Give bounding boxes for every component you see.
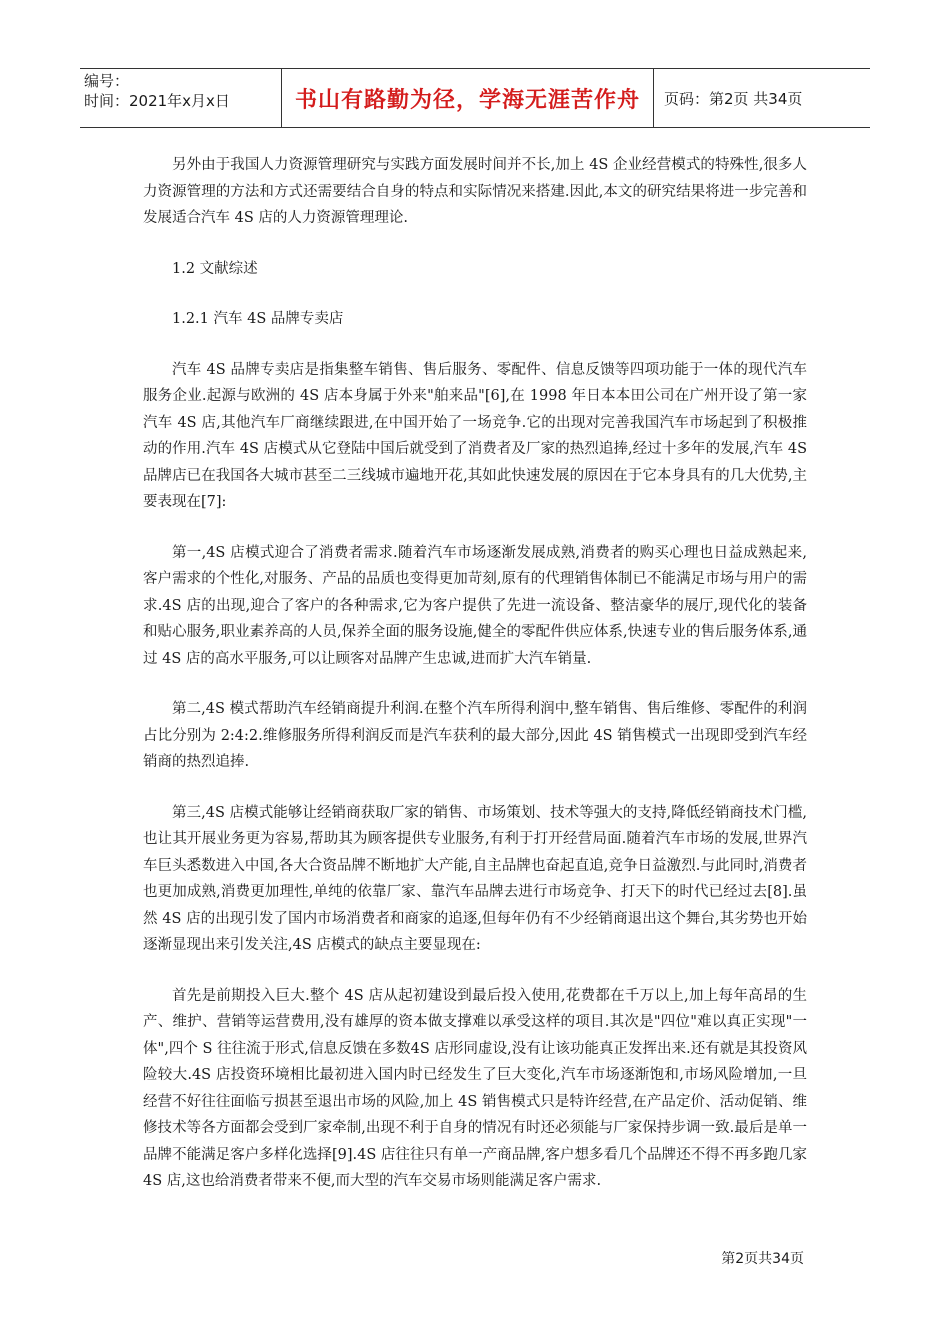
subsection-heading: 1.2.1 汽车 4S 品牌专卖店 (172, 311, 344, 327)
section-heading: 1.2 文献综述 (172, 260, 258, 277)
paragraph-disadvantages: 首先是前期投入巨大.整个 4S 店从起初建设到最后投入使用,花费都在千万以上,加上每年高昂的生产、维护、营销等运营费用,没有雄厚的资本做支撑难以承受这样的项目.其次是"四位"难以真正实现"一体",四个 S 往往流于形式,信息反馈在多数4S 店形同虚设,没有让该功能真正发挥出来.还有就是其投资风险较大.4S 店投资环境相比最初进入国内时已经发生了巨大变化,汽车市场逐渐饱和,市场风险增加,一旦经营不好往往面临亏损甚至退出市场的风险,加上 4S 销售模式只是特许经营,在产品定价、活动促销、维修技术等各方面都会受到厂家牵制,出现不利于自身的情况有时还必须能与厂家保持步调一致.最后是单一品牌不能满足客户多样化选择[9].4S 店往往只有单一产商品牌,客户想多看几个品牌还不得不再多跑几家 4S 店,这也给消费者带来不便,而大型的汽车交易市场则能满足客户需求. (143, 987, 807, 1189)
document-body (143, 152, 807, 1219)
paragraph-advantage-1: 第一,4S 店模式迎合了消费者需求.随着汽车市场逐渐发展成熟,消费者的购买心理也日益成熟起来,客户需求的个性化,对服务、产品的品质也变得更加苛刻,原有的代理销售体制已不能满足市场与用户的需求.4S 店的出现,迎合了客户的各种需求,它为客户提供了先进一流设备、整洁豪华的展厅,现代化的装备和贴心服务,职业素养高的人员,保养全面的服务设施,健全的零配件供应体系,快速专业的售后服务体系,通过 4S 店的高水平服务,可以让顾客对品牌产生忠诚,进而扩大汽车销量. (143, 544, 807, 667)
paragraph-advantage-2: 第二,4S 模式帮助汽车经销商提升利润.在整个汽车所得利润中,整车销售、售后维修、零配件的利润占比分别为 2:4:2.维修服务所得利润反而是汽车获利的最大部分,因此 4S 销售模式一出现即受到汽车经销商的热烈追捧. (143, 701, 807, 770)
header-page-indicator: 页码：第2页 共34页 (664, 89, 803, 108)
header-meta (80, 69, 282, 127)
paragraph-advantage-3: 第三,4S 店模式能够让经销商获取厂家的销售、市场策划、技术等强大的支持,降低经销商技术门槛,也让其开展业务更为容易,帮助其为顾客提供专业服务,有利于打开经营局面.随着汽车市场的发展,世界汽车巨头悉数进入中国,各大合资品牌不断地扩大产能,自主品牌也奋起直追,竞争日益激烈.与此同时,消费者也更加成熟,消费更加理性,单纯的依靠厂家、靠汽车品牌去进行市场竞争、打天下的时代已经过去[8].虽然 4S 店的出现引发了国内市场消费者和商家的追逐,但每年仍有不少经销商退出这个舞台,其劣势也开始逐渐显现出来引发关注,4S 店模式的缺点主要显现在: (143, 804, 807, 953)
document-number-label: 编号： (84, 72, 130, 90)
page-footer: 第2页共34页 (721, 1251, 804, 1267)
document-time-label: 时间：2021年x月x日 (84, 92, 230, 110)
paragraph-definition: 汽车 4S 品牌专卖店是指集整车销售、售后服务、零配件、信息反馈等四项功能于一体的现代汽车服务企业.起源与欧洲的 4S 店本身属于外来"舶来品"[6],在 1998 年日本本田公司在广州开设了第一家汽车 4S 店,其他汽车厂商继续跟进,在中国开始了一场竞争.它的出现对完善我国汽车市场起到了积极推动的作用.汽车 4S 店模式从它登陆中国后就受到了消费者及厂家的热烈追捧,经过十多年的发展,汽车 4S 品牌店已在我国各大城市甚至二三线城市遍地开花,其如此快速发展的原因在于它本身具有的几大优势,主要表现在[7]: (143, 361, 807, 510)
header-motto: 书山有路勤为径，学海无涯苦作舟 (282, 69, 654, 127)
paragraph-intro: 另外由于我国人力资源管理研究与实践方面发展时间并不长,加上 4S 企业经营模式的特殊性,很多人力资源管理的方法和方式还需要结合自身的特点和实际情况来搭建.因此,本文的研究结果将进一步完善和发展适合汽车 4S 店的人力资源管理理论. (143, 157, 807, 226)
page-header (80, 68, 870, 128)
